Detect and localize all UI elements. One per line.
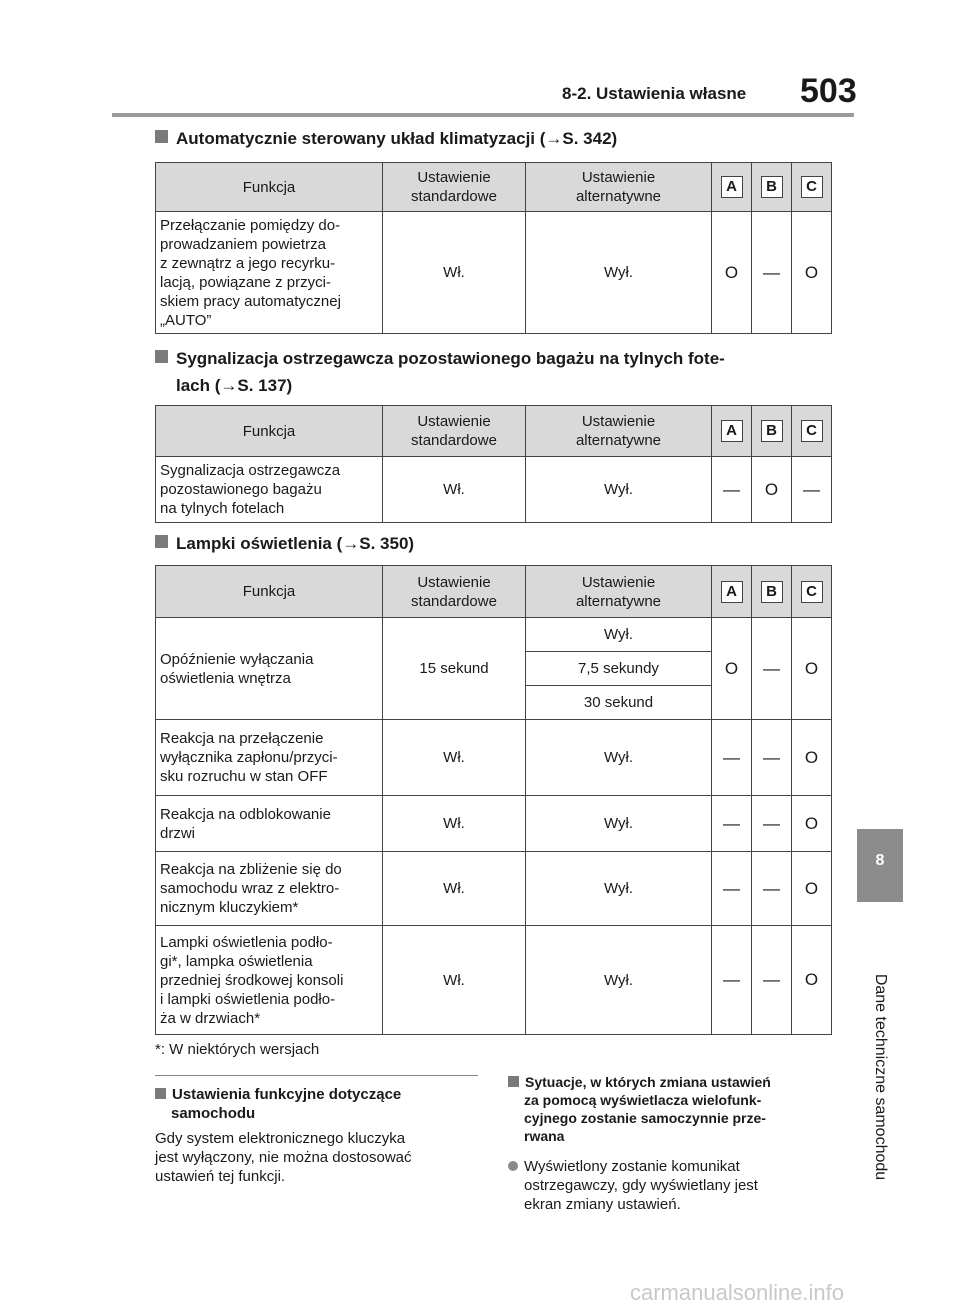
square-bullet-icon xyxy=(155,1088,166,1099)
table-row xyxy=(156,796,832,852)
col-default: Ustawienie standardowe xyxy=(383,163,526,212)
col-function: Funkcja xyxy=(156,163,383,212)
b-cell: — xyxy=(752,796,792,852)
section-header: 8-2. Ustawienia własne xyxy=(562,84,747,103)
c-cell: O xyxy=(792,720,832,796)
col-alternative: Ustawienie alternatywne xyxy=(526,566,712,618)
col-default: Ustawienie standardowe xyxy=(383,406,526,457)
default-cell: Wł. xyxy=(383,457,526,523)
square-bullet-icon xyxy=(508,1076,519,1087)
circle-bullet-icon xyxy=(508,1161,518,1171)
a-cell: — xyxy=(712,457,752,523)
default-cell: Wł. xyxy=(383,212,526,334)
settings-table-climate xyxy=(155,162,832,334)
a-cell: O xyxy=(712,618,752,720)
c-cell: — xyxy=(792,457,832,523)
alternative-cell: Wył. xyxy=(526,618,712,652)
c-cell: O xyxy=(792,618,832,720)
chapter-tab: 8 xyxy=(857,829,903,902)
settings-table-lamps xyxy=(155,565,832,1035)
function-cell: Reakcja na zbliżenie się do samochodu wraz z elektro- nicznym kluczykiem* xyxy=(156,852,383,926)
b-cell: — xyxy=(752,212,792,334)
col-function: Funkcja xyxy=(156,406,383,457)
col-default: Ustawienie standardowe xyxy=(383,566,526,618)
alternative-cell: 30 sekund xyxy=(526,686,712,720)
square-bullet-icon xyxy=(155,535,168,548)
section-title-lamps: Lampki oświetlenia (→S. 350) xyxy=(155,532,414,556)
default-cell: Wł. xyxy=(383,852,526,926)
col-b: B xyxy=(752,406,792,457)
a-cell: — xyxy=(712,720,752,796)
col-c: C xyxy=(792,163,832,212)
table-row xyxy=(156,618,832,652)
b-cell: — xyxy=(752,618,792,720)
b-cell: — xyxy=(752,926,792,1035)
right-note-bullet: Wyświetlony zostanie komunikat ostrzegawczy, gdy wyświetlany jest ekran zmiany ustawień. xyxy=(508,1157,838,1214)
alternative-cell: Wył. xyxy=(526,796,712,852)
col-a: A xyxy=(712,566,752,618)
settings-table-luggage xyxy=(155,405,832,523)
watermark: carmanualsonline.info xyxy=(630,1280,845,1305)
square-bullet-icon xyxy=(155,130,168,143)
table-header-row xyxy=(156,566,832,618)
b-cell: — xyxy=(752,720,792,796)
table-row xyxy=(156,852,832,926)
function-cell: Reakcja na odblokowanie drzwi xyxy=(156,796,383,852)
table-header-row xyxy=(156,163,832,212)
default-cell: Wł. xyxy=(383,720,526,796)
col-b: B xyxy=(752,163,792,212)
col-a: A xyxy=(712,163,752,212)
square-bullet-icon xyxy=(155,350,168,363)
alternative-cell: Wył. xyxy=(526,212,712,334)
function-cell: Przełączanie pomiędzy do- prowadzaniem powietrza z zewnątrz a jego recyrku- lacją, powiązane z przyci- skiem pracy automatycznej „AUTO” xyxy=(156,212,383,334)
a-cell: — xyxy=(712,926,752,1035)
note-divider xyxy=(155,1075,478,1076)
function-cell: Reakcja na przełączenie wyłącznika zapłonu/przyci- sku rozruchu w stan OFF xyxy=(156,720,383,796)
col-alternative: Ustawienie alternatywne xyxy=(526,406,712,457)
c-cell: O xyxy=(792,852,832,926)
function-cell: Lampki oświetlenia podło- gi*, lampka oświetlenia przedniej środkowej konsoli i lampki oświetlenia podło- ża w drzwiach* xyxy=(156,926,383,1035)
col-c: C xyxy=(792,566,832,618)
alternative-cell: Wył. xyxy=(526,852,712,926)
b-cell: O xyxy=(752,457,792,523)
left-note-body: Gdy system elektronicznego kluczyka jest wyłączony, nie można dostosować ustawień tej funkcji. xyxy=(155,1130,412,1185)
chapter-label: Dane techniczne samochodu xyxy=(872,973,889,1181)
table-row xyxy=(156,212,832,334)
table-header-row xyxy=(156,406,832,457)
a-cell: — xyxy=(712,852,752,926)
col-function: Funkcja xyxy=(156,566,383,618)
alternative-cell: Wył. xyxy=(526,457,712,523)
b-cell: — xyxy=(752,852,792,926)
function-cell: Opóźnienie wyłączania oświetlenia wnętrza xyxy=(156,618,383,720)
default-cell: Wł. xyxy=(383,796,526,852)
c-cell: O xyxy=(792,926,832,1035)
left-note-title: Ustawienia funkcyjne dotyczące samochodu xyxy=(155,1085,478,1123)
table-row xyxy=(156,720,832,796)
footnote: *: W niektórych wersjach xyxy=(155,1041,320,1058)
right-note-title: Sytuacje, w których zmiana ustawień za pomocą wyświetlacza wielofunk- cyjnego zostanie samoczynnie prze- rwana xyxy=(508,1073,838,1145)
alternative-cell: Wył. xyxy=(526,926,712,1035)
alternative-cell: Wył. xyxy=(526,720,712,796)
col-c: C xyxy=(792,406,832,457)
table-row xyxy=(156,926,832,1035)
table-row xyxy=(156,457,832,523)
col-a: A xyxy=(712,406,752,457)
page-number: 503 xyxy=(800,72,857,110)
function-cell: Sygnalizacja ostrzegawcza pozostawionego bagażu na tylnych fotelach xyxy=(156,457,383,523)
section-title-climate: Automatycznie sterowany układ klimatyzacji (→S. 342) xyxy=(155,127,617,151)
default-cell: Wł. xyxy=(383,926,526,1035)
default-cell: 15 sekund xyxy=(383,618,526,720)
c-cell: O xyxy=(792,796,832,852)
section-title-luggage: Sygnalizacja ostrzegawcza pozostawionego bagażu na tylnych fote- lach (→S. 137) xyxy=(155,347,725,398)
col-b: B xyxy=(752,566,792,618)
header-divider xyxy=(112,113,854,117)
a-cell: — xyxy=(712,796,752,852)
col-alternative: Ustawienie alternatywne xyxy=(526,163,712,212)
a-cell: O xyxy=(712,212,752,334)
alternative-cell: 7,5 sekundy xyxy=(526,652,712,686)
c-cell: O xyxy=(792,212,832,334)
